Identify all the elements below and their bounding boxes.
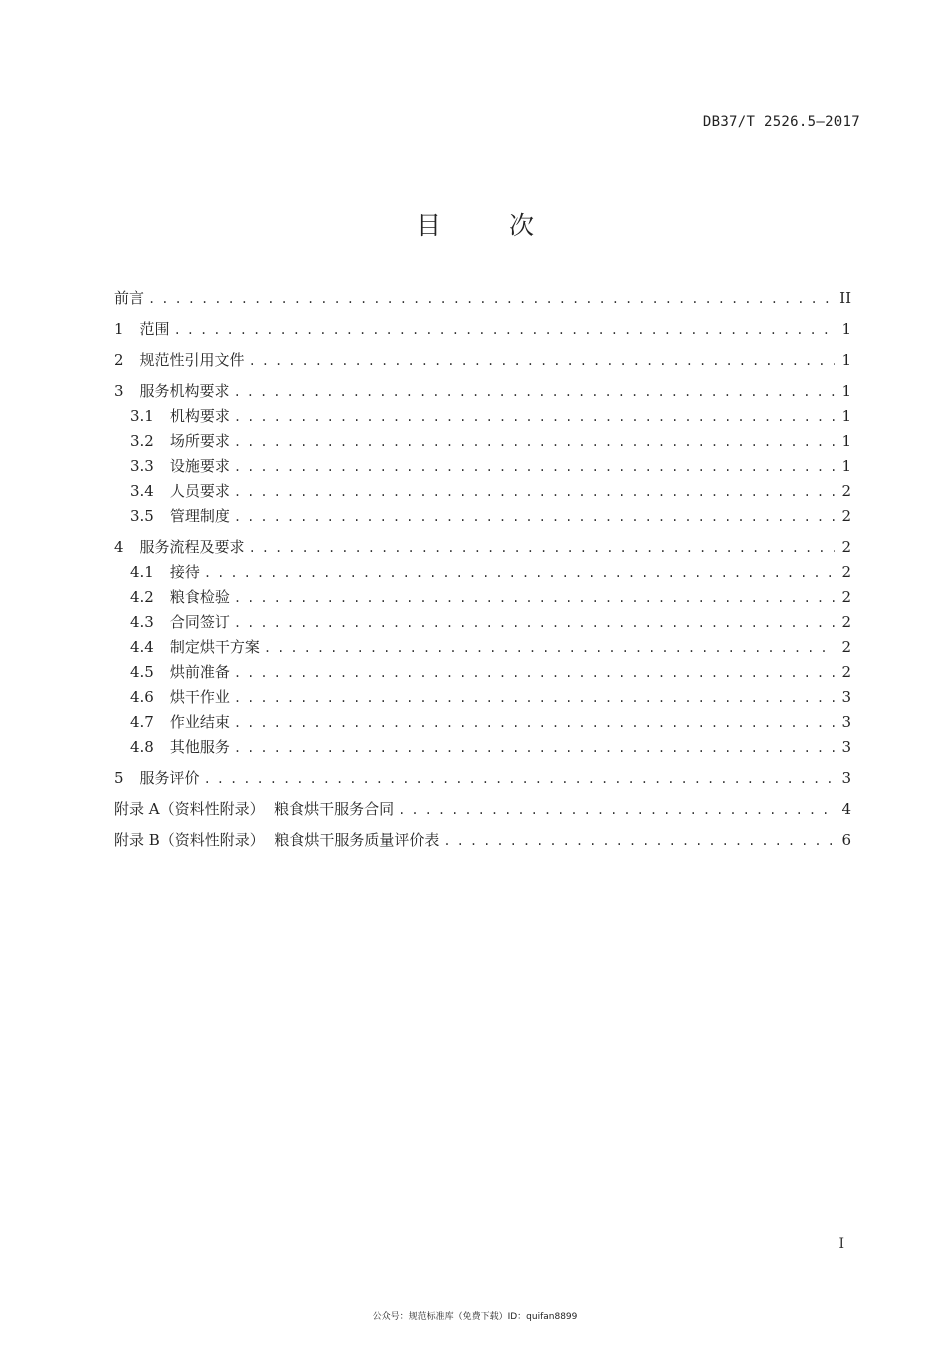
- toc-entry-page: 3: [841, 713, 851, 731]
- toc-entry-label: 范围: [139, 320, 170, 338]
- toc-entry-number: 4.4: [130, 638, 154, 656]
- toc-entry-label: 机构要求: [169, 407, 230, 425]
- page-title: 目 次: [416, 211, 564, 240]
- toc-entry-page: 1: [841, 382, 851, 400]
- toc-entry[interactable]: [114, 828, 851, 853]
- toc-entry[interactable]: [114, 504, 851, 529]
- toc-entry-page: 3: [841, 688, 851, 706]
- toc-entry-number: 5: [114, 769, 124, 787]
- toc-entry[interactable]: [114, 660, 851, 685]
- toc-entry[interactable]: [114, 585, 851, 610]
- toc-entry-label: 管理制度: [169, 507, 230, 525]
- toc-entry-label: 烘前准备: [169, 663, 230, 681]
- toc-entry-label: 制定烘干方案: [169, 638, 260, 656]
- toc-entry-number: 4.3: [130, 613, 154, 631]
- document-code: DB37/T 2526.5—2017: [702, 114, 860, 130]
- toc-entry-number: 3.1: [130, 407, 154, 425]
- toc-entry-label: 服务评价: [139, 769, 200, 787]
- toc-entry-page: 2: [841, 638, 851, 656]
- toc-entry-number: 3.3: [130, 457, 154, 475]
- toc-entry-page: 2: [841, 482, 851, 500]
- toc-entry[interactable]: [114, 348, 851, 373]
- toc-entry[interactable]: [114, 560, 851, 585]
- toc-entry-label: 场所要求: [169, 432, 230, 450]
- toc-entry-page: 2: [841, 507, 851, 525]
- toc-entry-label: 服务机构要求: [139, 382, 230, 400]
- toc-entry-page: 4: [841, 800, 851, 818]
- toc-entry-label: 设施要求: [169, 457, 230, 475]
- toc-entry-page: 1: [841, 407, 851, 425]
- toc-entry-page: 1: [841, 351, 851, 369]
- toc-entry-label: 其他服务: [169, 738, 230, 756]
- toc-entry-label: 前言: [114, 289, 145, 307]
- toc-entry[interactable]: [114, 404, 851, 429]
- dot-leader: [234, 586, 835, 611]
- toc-entry[interactable]: [114, 454, 851, 479]
- dot-leader: [249, 536, 835, 561]
- dot-leader: [234, 505, 835, 530]
- toc-entry-label: 人员要求: [169, 482, 230, 500]
- dot-leader: [234, 736, 835, 761]
- toc-entry[interactable]: [114, 797, 851, 822]
- dot-leader: [249, 349, 835, 374]
- dot-leader: [443, 829, 835, 854]
- toc-entry-number: 1: [114, 320, 124, 338]
- toc-entry-label: 烘干作业: [169, 688, 230, 706]
- toc-entry-label: 粮食检验: [169, 588, 230, 606]
- toc-entry-number: 3.4: [130, 482, 154, 500]
- dot-leader: [398, 798, 835, 823]
- toc-entry[interactable]: [114, 685, 851, 710]
- dot-leader: [234, 611, 835, 636]
- toc-entry-page: II: [839, 289, 851, 307]
- toc-entry-label: 规范性引用文件: [139, 351, 245, 369]
- footer-note: 公众号：规范标准库（免费下载）ID：quifan8899: [372, 1312, 578, 1322]
- dot-leader: [174, 318, 835, 343]
- dot-leader: [234, 405, 835, 430]
- toc-entry-number: 2: [114, 351, 124, 369]
- toc-entry-page: 2: [841, 563, 851, 581]
- dot-leader: [234, 380, 835, 405]
- toc-entry-label: 附录 B（资料性附录） 粮食烘干服务质量评价表: [114, 831, 440, 849]
- toc-entry-number: 4.1: [130, 563, 154, 581]
- page-number: I: [838, 1236, 844, 1252]
- dot-leader: [234, 455, 835, 480]
- dot-leader: [204, 561, 835, 586]
- toc-entry-number: 4.5: [130, 663, 154, 681]
- toc-entry-label: 附录 A（资料性附录） 粮食烘干服务合同: [114, 800, 395, 818]
- dot-leader: [234, 661, 835, 686]
- toc-entry-page: 3: [841, 738, 851, 756]
- toc-entry-number: 4.6: [130, 688, 154, 706]
- dot-leader: [234, 711, 835, 736]
- toc-entry-number: 4.2: [130, 588, 154, 606]
- toc-entry-number: 4: [114, 538, 124, 556]
- dot-leader: [148, 287, 835, 312]
- toc-entry[interactable]: [114, 710, 851, 735]
- toc-entry[interactable]: [114, 535, 851, 560]
- toc-entry-page: 1: [841, 320, 851, 338]
- toc-entry-number: 4.8: [130, 738, 154, 756]
- toc-entry[interactable]: [114, 635, 851, 660]
- toc-entry-page: 2: [841, 663, 851, 681]
- toc-entry[interactable]: [114, 479, 851, 504]
- table-of-contents: [114, 286, 851, 853]
- toc-entry-number: 4.7: [130, 713, 154, 731]
- toc-entry-page: 2: [841, 588, 851, 606]
- toc-entry[interactable]: [114, 317, 851, 342]
- dot-leader: [234, 430, 835, 455]
- toc-entry[interactable]: [114, 429, 851, 454]
- toc-entry[interactable]: [114, 379, 851, 404]
- dot-leader: [264, 636, 835, 661]
- toc-entry-number: 3: [114, 382, 124, 400]
- toc-entry-page: 6: [841, 831, 851, 849]
- toc-entry[interactable]: [114, 286, 851, 311]
- toc-entry-page: 2: [841, 613, 851, 631]
- toc-entry-page: 1: [841, 432, 851, 450]
- toc-entry-number: 3.5: [130, 507, 154, 525]
- toc-entry-label: 合同签订: [169, 613, 230, 631]
- dot-leader: [234, 686, 835, 711]
- toc-entry[interactable]: [114, 735, 851, 760]
- toc-entry-number: 3.2: [130, 432, 154, 450]
- toc-entry[interactable]: [114, 610, 851, 635]
- toc-entry-label: 服务流程及要求: [139, 538, 245, 556]
- toc-entry-page: 2: [841, 538, 851, 556]
- toc-entry-page: 1: [841, 457, 851, 475]
- toc-entry-label: 作业结束: [169, 713, 230, 731]
- dot-leader: [204, 767, 835, 792]
- dot-leader: [234, 480, 835, 505]
- toc-entry-label: 接待: [169, 563, 200, 581]
- toc-entry-page: 3: [841, 769, 851, 787]
- toc-entry[interactable]: [114, 766, 851, 791]
